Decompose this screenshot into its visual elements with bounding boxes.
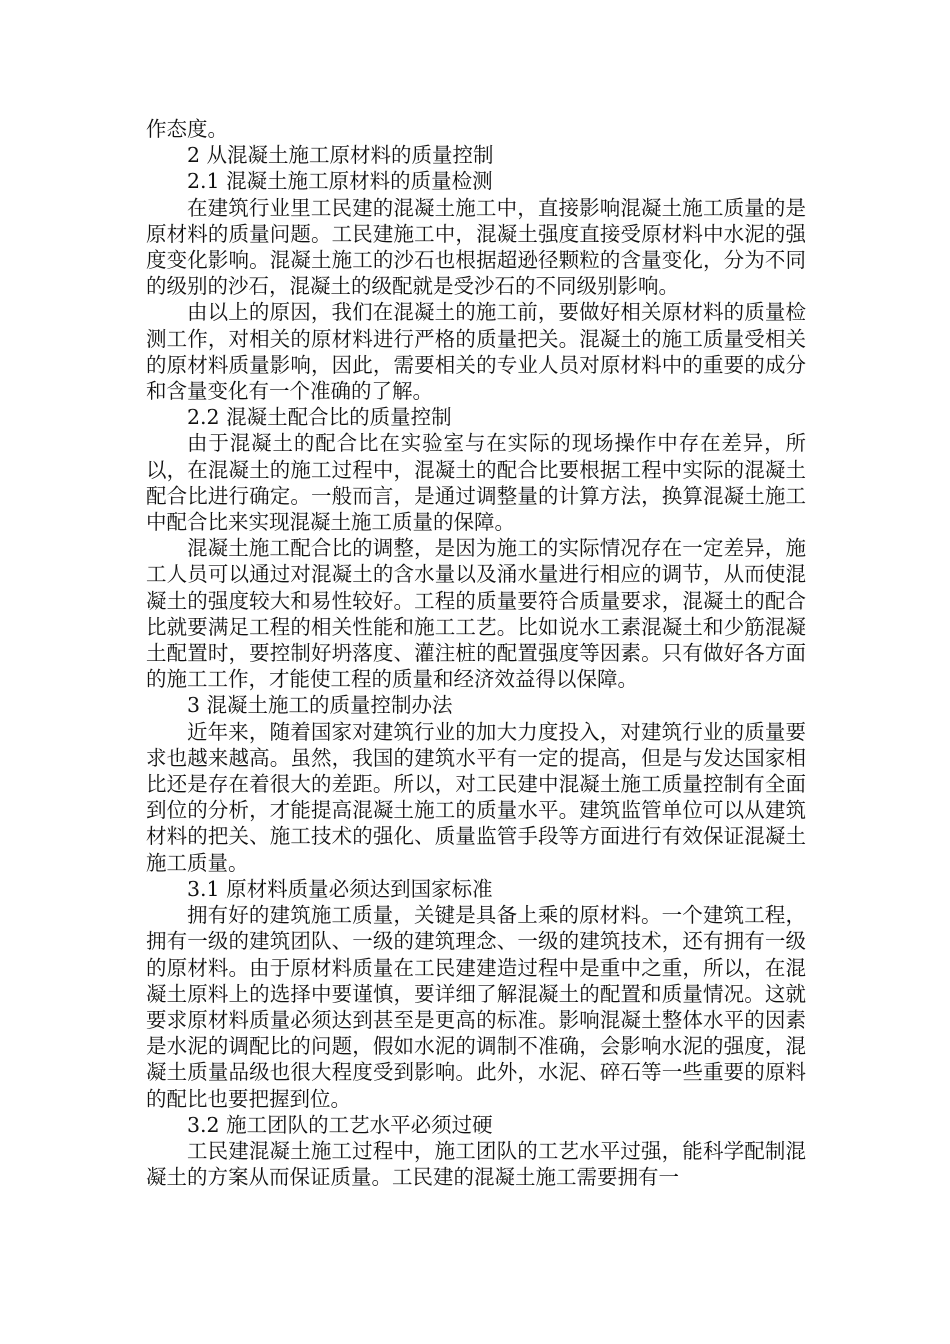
paragraph: 近年来，随着国家对建筑行业的加大力度投入，对建筑行业的质量要求也越来越高。虽然，我国的建筑水平有一定的提高，但是与发达国家相比还是存在着很大的差距。所以，对工民建中混凝土施工质量控制有全面到位的分析，才能提高混凝土施工的质量水平。建筑监管单位可以从建筑材料的把关、施工技术的强化、质量监管手段等方面进行有效保证混凝土施工质量。 bbox=[146, 719, 806, 875]
section-heading-2: 2 从混凝土施工原材料的质量控制 bbox=[187, 143, 494, 168]
subsection-heading-3-1: 3.1 原材料质量必须达到国家标准 bbox=[187, 876, 493, 901]
paragraph-continued: 作态度。 bbox=[146, 117, 228, 141]
subsection-heading-2-1: 2.1 混凝土施工原材料的质量检测 bbox=[187, 169, 493, 194]
paragraph: 工民建混凝土施工过程中，施工团队的工艺水平过强，能科学配制混凝土的方案从而保证质量。工民建的混凝土施工需要拥有一 bbox=[146, 1138, 806, 1190]
paragraph: 拥有好的建筑施工质量，关键是具备上乘的原材料。一个建筑工程，拥有一级的建筑团队、一级的建筑理念、一级的建筑技术，还有拥有一级的原材料。由于原材料质量在工民建建造过程中是重中之重，所以，在混凝土原料上的选择中要谨慎，要详细了解混凝土的配置和质量情况。这就要求原材料质量必须达到甚至是更高的标准。影响混凝土整体水平的因素是水泥的调配比的问题，假如水泥的调制不准确，会影响水泥的强度，混凝土质量品级也很大程度受到影响。此外，水泥、碎石等一些重要的原料的配比也要把握到位。 bbox=[146, 903, 806, 1111]
paragraph: 由于混凝土的配合比在实验室与在实际的现场操作中存在差异，所以，在混凝土的施工过程中，混凝土的配合比要根据工程中实际的混凝土配合比进行确定。一般而言，是通过调整量的计算方法，换算混凝土施工中配合比来实现混凝土施工质量的保障。 bbox=[146, 431, 806, 535]
paragraph: 在建筑行业里工民建的混凝土施工中，直接影响混凝土施工质量的是原材料的质量问题。工民建施工中，混凝土强度直接受原材料中水泥的强度变化影响。混凝土施工的沙石也根据超逊径颗粒的含量变化，分为不同的级别的沙石，混凝土的级配就是受沙石的不同级别影响。 bbox=[146, 195, 806, 299]
subsection-heading-3-2: 3.2 施工团队的工艺水平必须过硬 bbox=[187, 1112, 493, 1137]
paragraph: 由以上的原因，我们在混凝土的施工前，要做好相关原材料的质量检测工作，对相关的原材料进行严格的质量把关。混凝土的施工质量受相关的原材料质量影响，因此，需要相关的专业人员对原材料中的重要的成分和含量变化有一个准确的了解。 bbox=[146, 300, 806, 404]
paragraph: 混凝土施工配合比的调整，是因为施工的实际情况存在一定差异，施工人员可以通过对混凝土的含水量以及涌水量进行相应的调节，从而使混凝土的强度较大和易性较好。工程的质量要符合质量要求，混凝土的配合比就要满足工程的相关性能和施工工艺。比如说水工素混凝土和少筋混凝土配置时，要控制好坍落度、灌注桩的配置强度等因素。只有做好各方面的施工工作，才能使工程的质量和经济效益得以保障。 bbox=[146, 536, 806, 692]
section-heading-3: 3 混凝土施工的质量控制办法 bbox=[187, 693, 453, 718]
subsection-heading-2-2: 2.2 混凝土配合比的质量控制 bbox=[187, 405, 452, 430]
document-page bbox=[146, 116, 806, 1190]
